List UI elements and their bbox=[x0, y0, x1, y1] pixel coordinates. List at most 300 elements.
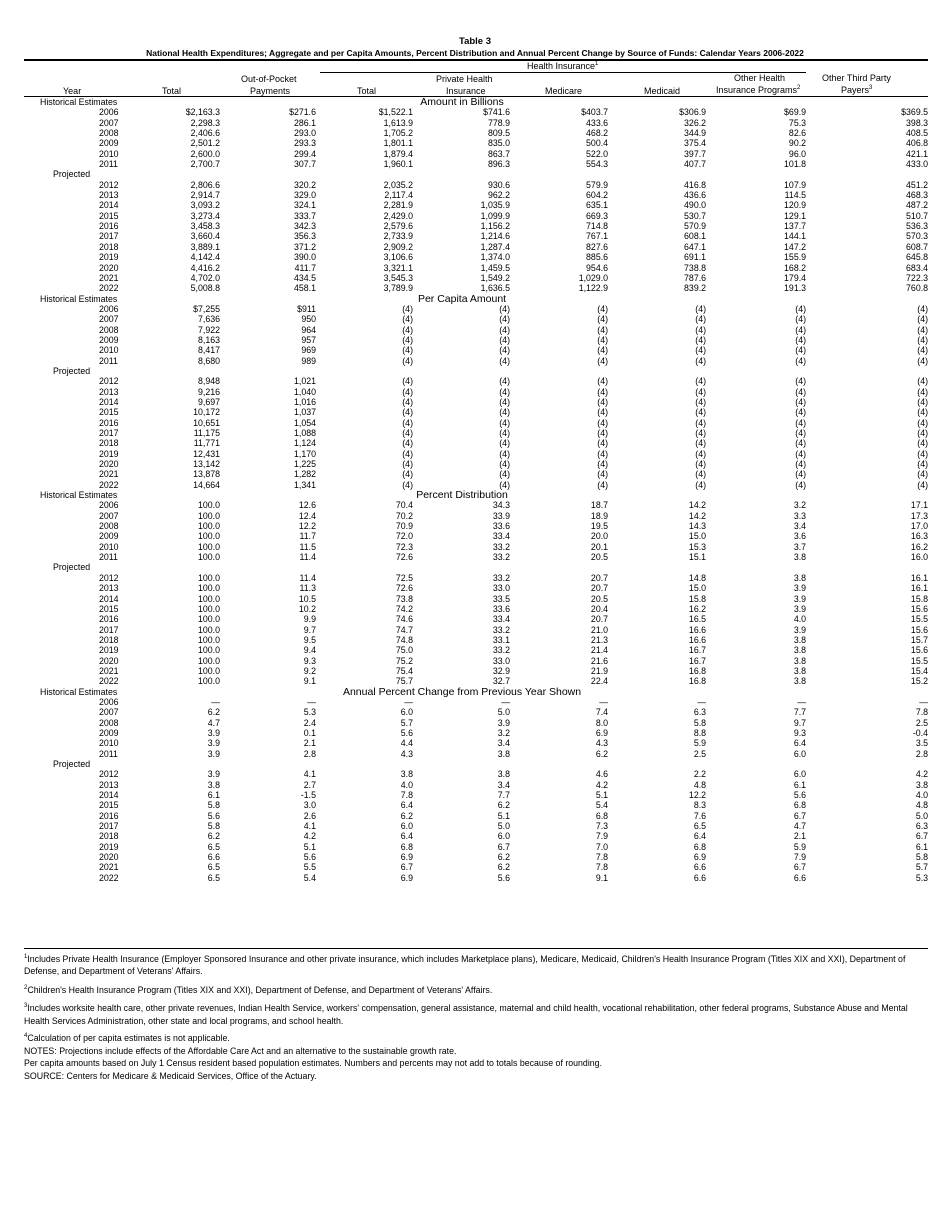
value-cell: 2.1 bbox=[793, 831, 807, 842]
value-cell: 647.1 bbox=[684, 241, 707, 252]
table-row bbox=[24, 242, 928, 252]
value-cell: 11.4 bbox=[299, 552, 317, 563]
source-note: SOURCE: Centers for Medicare & Medicaid Services, Office of the Actuary. bbox=[24, 1070, 317, 1081]
value-cell: 4.3 bbox=[595, 738, 609, 749]
value-cell: (4) bbox=[917, 459, 929, 470]
year-cell: 2009 bbox=[99, 138, 119, 149]
value-cell: (4) bbox=[402, 345, 414, 356]
value-cell: 1,122.9 bbox=[578, 283, 609, 294]
year-cell: 2018 bbox=[99, 831, 119, 842]
value-cell: 100.0 bbox=[197, 634, 220, 645]
value-cell: 436.6 bbox=[684, 190, 707, 201]
value-cell: 5.5 bbox=[303, 862, 317, 873]
value-cell: 579.9 bbox=[586, 179, 609, 190]
table-row bbox=[24, 625, 928, 635]
value-cell: 3.8 bbox=[793, 665, 807, 676]
value-cell: (4) bbox=[499, 386, 511, 397]
table-row bbox=[24, 428, 928, 438]
value-cell: 2,806.6 bbox=[190, 179, 220, 190]
year-cell: 2015 bbox=[99, 210, 119, 221]
year-cell: 2013 bbox=[99, 190, 119, 201]
table-row bbox=[24, 697, 928, 707]
value-cell: 3.0 bbox=[303, 800, 317, 811]
value-cell: 33.6 bbox=[492, 521, 511, 532]
value-cell: 1,879.4 bbox=[383, 148, 414, 159]
value-cell: 896.3 bbox=[488, 159, 511, 170]
value-cell: 11.7 bbox=[299, 531, 317, 542]
value-cell: 433.0 bbox=[906, 159, 929, 170]
year-cell: 2015 bbox=[99, 603, 119, 614]
value-cell: (4) bbox=[695, 314, 707, 325]
value-cell: 16.0 bbox=[910, 552, 929, 563]
value-cell: 2.5 bbox=[915, 717, 929, 728]
value-cell: 411.7 bbox=[294, 262, 317, 273]
historical-estimates-label: Historical Estimates bbox=[40, 490, 118, 501]
value-cell: 4,416.2 bbox=[190, 262, 220, 273]
value-cell: 75.3 bbox=[788, 117, 807, 128]
value-cell: 371.2 bbox=[294, 241, 317, 252]
value-cell: 1,037 bbox=[294, 407, 317, 418]
value-cell: 20.7 bbox=[590, 614, 609, 625]
value-cell: 6.2 bbox=[400, 810, 414, 821]
year-cell: 2017 bbox=[99, 231, 119, 242]
year-cell: 2017 bbox=[99, 821, 119, 832]
value-cell: 6.8 bbox=[400, 841, 414, 852]
value-cell: 608.1 bbox=[684, 231, 707, 242]
value-cell: (4) bbox=[499, 345, 511, 356]
value-cell: (4) bbox=[695, 469, 707, 480]
value-cell: (4) bbox=[402, 438, 414, 449]
value-cell: 1,459.5 bbox=[480, 262, 511, 273]
value-cell: 32.7 bbox=[492, 676, 511, 687]
table-row bbox=[24, 438, 928, 448]
year-cell: 2013 bbox=[99, 779, 119, 790]
value-cell: 6.7 bbox=[793, 810, 807, 821]
value-cell: 5.8 bbox=[207, 821, 220, 832]
value-cell: 4.6 bbox=[595, 769, 609, 780]
value-cell: 320.2 bbox=[294, 179, 317, 190]
value-cell: 100.0 bbox=[197, 552, 220, 563]
table-row bbox=[24, 345, 928, 355]
value-cell: 5.0 bbox=[915, 810, 929, 821]
value-cell: (4) bbox=[499, 438, 511, 449]
value-cell: (4) bbox=[597, 334, 609, 345]
value-cell: 356.3 bbox=[294, 231, 317, 242]
value-cell: 809.5 bbox=[488, 128, 511, 139]
value-cell: 6.1 bbox=[793, 779, 807, 790]
value-cell: 2,035.2 bbox=[383, 179, 414, 190]
value-cell: 3.9 bbox=[207, 738, 220, 749]
value-cell: $69.9 bbox=[784, 107, 807, 118]
value-cell: 16.1 bbox=[910, 572, 929, 583]
value-cell: 74.6 bbox=[395, 614, 414, 625]
value-cell: 863.7 bbox=[488, 148, 511, 159]
value-cell: (4) bbox=[795, 334, 807, 345]
value-cell: (4) bbox=[795, 345, 807, 356]
value-cell: 129.1 bbox=[784, 210, 807, 221]
notes: NOTES: Projections include effects of the Affordable Care Act and an alternative to the sustainable growth rate. bbox=[24, 1045, 457, 1056]
value-cell: (4) bbox=[795, 448, 807, 459]
value-cell: 33.4 bbox=[492, 614, 511, 625]
value-cell: 5.8 bbox=[693, 717, 707, 728]
value-cell: 33.2 bbox=[492, 645, 511, 656]
value-cell: 8.3 bbox=[693, 800, 707, 811]
year-cell: 2013 bbox=[99, 583, 119, 594]
value-cell: 3.4 bbox=[793, 521, 807, 532]
value-cell: 70.4 bbox=[395, 500, 414, 511]
value-cell: 19.5 bbox=[590, 521, 609, 532]
value-cell: 408.5 bbox=[906, 128, 929, 139]
value-cell: 17.1 bbox=[910, 500, 929, 511]
value-cell: 100.0 bbox=[197, 655, 220, 666]
value-cell: 155.9 bbox=[784, 252, 807, 263]
value-cell: 5.6 bbox=[207, 810, 220, 821]
value-cell: (4) bbox=[499, 469, 511, 480]
value-cell: (4) bbox=[917, 417, 929, 428]
value-cell: 738.8 bbox=[684, 262, 707, 273]
value-cell: (4) bbox=[917, 479, 929, 490]
value-cell: -0.4 bbox=[912, 727, 929, 738]
value-cell: 4.0 bbox=[793, 614, 807, 625]
value-cell: 2.7 bbox=[303, 779, 317, 790]
value-cell: 6.4 bbox=[793, 738, 807, 749]
value-cell: (4) bbox=[795, 407, 807, 418]
year-cell: 2020 bbox=[99, 262, 119, 273]
value-cell: 6.9 bbox=[595, 727, 609, 738]
value-cell: 6.0 bbox=[497, 831, 511, 842]
value-cell: (4) bbox=[499, 376, 511, 387]
value-cell: (4) bbox=[499, 448, 511, 459]
value-cell: 3,093.2 bbox=[190, 200, 220, 211]
value-cell: (4) bbox=[597, 438, 609, 449]
value-cell: 11,771 bbox=[193, 438, 220, 449]
value-cell: 3.9 bbox=[207, 748, 220, 759]
value-cell: 100.0 bbox=[197, 645, 220, 656]
value-cell: 15.5 bbox=[910, 655, 929, 666]
value-cell: 3.8 bbox=[497, 748, 511, 759]
value-cell: 7.3 bbox=[595, 821, 609, 832]
value-cell: 33.0 bbox=[492, 655, 511, 666]
value-cell: $1,522.1 bbox=[378, 107, 414, 118]
table-row bbox=[24, 790, 928, 800]
value-cell: 10.5 bbox=[298, 593, 317, 604]
projected-row bbox=[24, 562, 928, 572]
projected-row bbox=[24, 759, 928, 769]
value-cell: 74.2 bbox=[395, 603, 414, 614]
year-cell: 2010 bbox=[99, 148, 119, 159]
value-cell: 299.4 bbox=[294, 148, 317, 159]
value-cell: 15.8 bbox=[910, 593, 929, 604]
medicaid-header: Medicaid bbox=[644, 86, 681, 96]
value-cell: 75.4 bbox=[395, 665, 414, 676]
table-row bbox=[24, 594, 928, 604]
value-cell: 16.8 bbox=[688, 676, 707, 687]
table-row bbox=[24, 190, 928, 200]
table-row bbox=[24, 231, 928, 241]
value-cell: 3,660.4 bbox=[190, 231, 220, 242]
value-cell: 11.5 bbox=[299, 541, 317, 552]
value-cell: 75.2 bbox=[395, 655, 414, 666]
health-insurance-header: Health Insurance$^1$ bbox=[527, 61, 599, 71]
year-cell: 2019 bbox=[99, 448, 119, 459]
value-cell: 3.9 bbox=[207, 727, 220, 738]
value-cell: 683.4 bbox=[906, 262, 929, 273]
value-cell: 4.0 bbox=[400, 779, 414, 790]
value-cell: 1,341 bbox=[294, 479, 317, 490]
value-cell: 168.2 bbox=[784, 262, 807, 273]
value-cell: 7,636 bbox=[197, 314, 220, 325]
value-cell: 767.1 bbox=[586, 231, 609, 242]
value-cell: 4.2 bbox=[595, 779, 609, 790]
value-cell: 2,909.2 bbox=[383, 241, 414, 252]
value-cell: 9.9 bbox=[303, 614, 317, 625]
table-row bbox=[24, 356, 928, 366]
year-cell: 2009 bbox=[99, 334, 119, 345]
year-cell: 2014 bbox=[99, 593, 119, 604]
projected-label: Projected bbox=[53, 759, 91, 769]
value-cell: 3,889.1 bbox=[190, 241, 220, 252]
value-cell: 416.8 bbox=[684, 179, 707, 190]
table-row bbox=[24, 304, 928, 314]
table-row bbox=[24, 211, 928, 221]
value-cell: 4.8 bbox=[915, 800, 929, 811]
value-cell: 6.3 bbox=[693, 707, 707, 718]
value-cell: 839.2 bbox=[684, 283, 707, 294]
value-cell: — bbox=[919, 696, 929, 707]
value-cell: 9.1 bbox=[303, 676, 317, 687]
value-cell: (4) bbox=[795, 438, 807, 449]
table-row bbox=[24, 780, 928, 790]
value-cell: 6.6 bbox=[793, 872, 807, 883]
table-row bbox=[24, 604, 928, 614]
table-row bbox=[24, 614, 928, 624]
value-cell: 3.8 bbox=[400, 769, 414, 780]
value-cell: (4) bbox=[695, 459, 707, 470]
value-cell: 3.8 bbox=[793, 645, 807, 656]
value-cell: (4) bbox=[402, 355, 414, 366]
footnote-2: $^2$Children's Health Insurance Program (Titles XIX and XXI), Department of Defense, and Department of Veterans' Affairs. bbox=[24, 984, 493, 995]
value-cell: (4) bbox=[597, 469, 609, 480]
value-cell: 3.8 bbox=[793, 552, 807, 563]
value-cell: 570.3 bbox=[906, 231, 929, 242]
table-row bbox=[24, 418, 928, 428]
value-cell: (4) bbox=[695, 324, 707, 335]
value-cell: 468.3 bbox=[906, 190, 929, 201]
value-cell: 100.0 bbox=[197, 583, 220, 594]
table-row bbox=[24, 749, 928, 759]
value-cell: 191.3 bbox=[784, 283, 807, 294]
historical-estimates-label: Historical Estimates bbox=[40, 97, 118, 107]
value-cell: (4) bbox=[695, 386, 707, 397]
value-cell: 5.4 bbox=[595, 800, 609, 811]
value-cell: 12.4 bbox=[298, 510, 317, 521]
year-cell: 2011 bbox=[99, 355, 118, 366]
year-cell: 2020 bbox=[99, 459, 119, 470]
value-cell: 4.2 bbox=[303, 831, 317, 842]
value-cell: 10,651 bbox=[193, 417, 220, 428]
value-cell: (4) bbox=[795, 386, 807, 397]
footnotes bbox=[24, 951, 928, 1082]
year-cell: 2014 bbox=[99, 790, 119, 801]
value-cell: 11.3 bbox=[299, 583, 317, 594]
value-cell: — bbox=[307, 696, 317, 707]
value-cell: — bbox=[211, 696, 220, 707]
value-cell: (4) bbox=[695, 355, 707, 366]
section-title: Amount in Billions bbox=[420, 96, 504, 108]
value-cell: (4) bbox=[917, 407, 929, 418]
value-cell: (4) bbox=[499, 396, 511, 407]
table-row bbox=[24, 335, 928, 345]
value-cell: 3.8 bbox=[793, 676, 807, 687]
value-cell: 5.6 bbox=[793, 790, 807, 801]
value-cell: 6.9 bbox=[693, 852, 707, 863]
value-cell: 1,035.9 bbox=[480, 200, 511, 211]
value-cell: 114.5 bbox=[784, 190, 807, 201]
value-cell: $2,163.3 bbox=[185, 107, 220, 118]
value-cell: (4) bbox=[917, 438, 929, 449]
other-health-header-line2: Insurance Programs$^2$ bbox=[716, 85, 801, 95]
value-cell: 9.3 bbox=[793, 727, 807, 738]
table-row bbox=[24, 718, 928, 728]
value-cell: 33.2 bbox=[492, 541, 511, 552]
value-cell: 72.0 bbox=[395, 531, 414, 542]
table-row bbox=[24, 573, 928, 583]
value-cell: 6.2 bbox=[497, 800, 511, 811]
historical-estimates-label: Historical Estimates bbox=[40, 686, 118, 697]
value-cell: (4) bbox=[402, 334, 414, 345]
value-cell: 6.1 bbox=[207, 790, 220, 801]
value-cell: 8.0 bbox=[595, 717, 609, 728]
table-row bbox=[24, 118, 928, 128]
projected-row bbox=[24, 169, 928, 179]
value-cell: 72.6 bbox=[395, 583, 414, 594]
year-cell: 2016 bbox=[99, 221, 119, 232]
value-cell: 100.0 bbox=[197, 531, 220, 542]
value-cell: 329.0 bbox=[294, 190, 317, 201]
value-cell: 9.4 bbox=[303, 645, 317, 656]
value-cell: 954.6 bbox=[586, 262, 609, 273]
value-cell: 3,545.3 bbox=[383, 272, 414, 283]
value-cell: 3.9 bbox=[207, 769, 220, 780]
value-cell: 5.9 bbox=[693, 738, 707, 749]
value-cell: 536.3 bbox=[906, 221, 929, 232]
value-cell: 3,106.6 bbox=[383, 252, 414, 263]
value-cell: 6.2 bbox=[497, 852, 511, 863]
value-cell: $369.5 bbox=[901, 107, 929, 118]
value-cell: 14.2 bbox=[688, 510, 707, 521]
value-cell: 635.1 bbox=[586, 200, 609, 211]
value-cell: 16.3 bbox=[910, 531, 929, 542]
value-cell: 11,175 bbox=[193, 428, 220, 438]
table-row bbox=[24, 221, 928, 231]
value-cell: 2.8 bbox=[915, 748, 929, 759]
value-cell: 6.6 bbox=[207, 852, 220, 863]
section-header-row bbox=[24, 687, 928, 697]
year-cell: 2010 bbox=[99, 541, 119, 552]
value-cell: (4) bbox=[795, 428, 807, 438]
year-cell: 2012 bbox=[99, 376, 119, 387]
value-cell: 5.8 bbox=[207, 800, 220, 811]
value-cell: 100.0 bbox=[197, 603, 220, 614]
table-row bbox=[24, 521, 928, 531]
value-cell: 645.8 bbox=[906, 252, 929, 263]
value-cell: (4) bbox=[597, 428, 609, 438]
value-cell: (4) bbox=[499, 324, 511, 335]
value-cell: (4) bbox=[402, 448, 414, 459]
value-cell: 7.8 bbox=[595, 862, 609, 873]
value-cell: 9.1 bbox=[595, 872, 609, 883]
value-cell: 5.1 bbox=[595, 790, 609, 801]
table-row bbox=[24, 800, 928, 810]
value-cell: 8,680 bbox=[197, 355, 220, 366]
value-cell: 5.1 bbox=[303, 841, 317, 852]
year-cell: 2014 bbox=[99, 200, 119, 211]
value-cell: 885.6 bbox=[586, 252, 609, 263]
value-cell: 33.2 bbox=[492, 552, 511, 563]
value-cell: 6.8 bbox=[693, 841, 707, 852]
value-cell: 3.8 bbox=[207, 779, 220, 790]
value-cell: 4.1 bbox=[303, 821, 317, 832]
table-row bbox=[24, 314, 928, 324]
year-cell: 2008 bbox=[99, 128, 119, 139]
value-cell: (4) bbox=[695, 345, 707, 356]
year-cell: 2007 bbox=[99, 117, 119, 128]
value-cell: 5.1 bbox=[497, 810, 511, 821]
table-row bbox=[24, 552, 928, 562]
value-cell: 15.3 bbox=[688, 541, 707, 552]
value-cell: (4) bbox=[597, 324, 609, 335]
value-cell: 2.5 bbox=[693, 748, 707, 759]
medicare-header: Medicare bbox=[545, 86, 583, 96]
year-cell: 2022 bbox=[99, 479, 119, 490]
value-cell: 787.6 bbox=[684, 272, 707, 283]
value-cell: (4) bbox=[597, 396, 609, 407]
value-cell: 6.4 bbox=[400, 831, 414, 842]
total-header: Total bbox=[162, 86, 182, 96]
value-cell: 604.2 bbox=[586, 190, 609, 201]
value-cell: 969 bbox=[301, 345, 317, 356]
value-cell: 286.1 bbox=[294, 117, 317, 128]
value-cell: 1,636.5 bbox=[480, 283, 511, 294]
value-cell: 100.0 bbox=[197, 624, 220, 635]
value-cell: 669.3 bbox=[586, 210, 609, 221]
other-third-party-header-line1: Other Third Party bbox=[822, 73, 891, 83]
table-row bbox=[24, 128, 928, 138]
value-cell: 333.7 bbox=[294, 210, 317, 221]
footnote-1: $^1$Includes Private Health Insurance (Employer Sponsored Insurance and other private insurance, which includes Marketplace plans), Medicare, Medicaid, Children's Health Insurance Program (Titles XIX and XXI), Department of Defense, and Department of Veterans' Affairs. bbox=[24, 953, 906, 977]
projected-label: Projected bbox=[53, 562, 91, 573]
value-cell: 7.7 bbox=[497, 790, 511, 801]
value-cell: (4) bbox=[402, 314, 414, 325]
table-title: National Health Expenditures; Aggregate and per Capita Amounts, Percent Distribution and Annual Percent Change by Source of Funds: Calendar Years 2006-2022 bbox=[146, 48, 804, 58]
value-cell: 950 bbox=[301, 314, 317, 325]
table-row bbox=[24, 738, 928, 748]
value-cell: 2.1 bbox=[303, 738, 317, 749]
value-cell: 16.6 bbox=[688, 634, 707, 645]
value-cell: 15.0 bbox=[688, 531, 707, 542]
table-row bbox=[24, 459, 928, 469]
value-cell: 3,789.9 bbox=[383, 283, 414, 294]
value-cell: 8,948 bbox=[197, 376, 220, 387]
year-cell: 2012 bbox=[99, 179, 119, 190]
value-cell: 1,374.0 bbox=[480, 252, 511, 263]
value-cell: (4) bbox=[597, 355, 609, 366]
value-cell: 5.0 bbox=[497, 821, 511, 832]
value-cell: 16.5 bbox=[688, 614, 707, 625]
value-cell: 20.5 bbox=[590, 593, 609, 604]
value-cell: 3.2 bbox=[793, 500, 807, 511]
value-cell: 6.2 bbox=[497, 862, 511, 873]
